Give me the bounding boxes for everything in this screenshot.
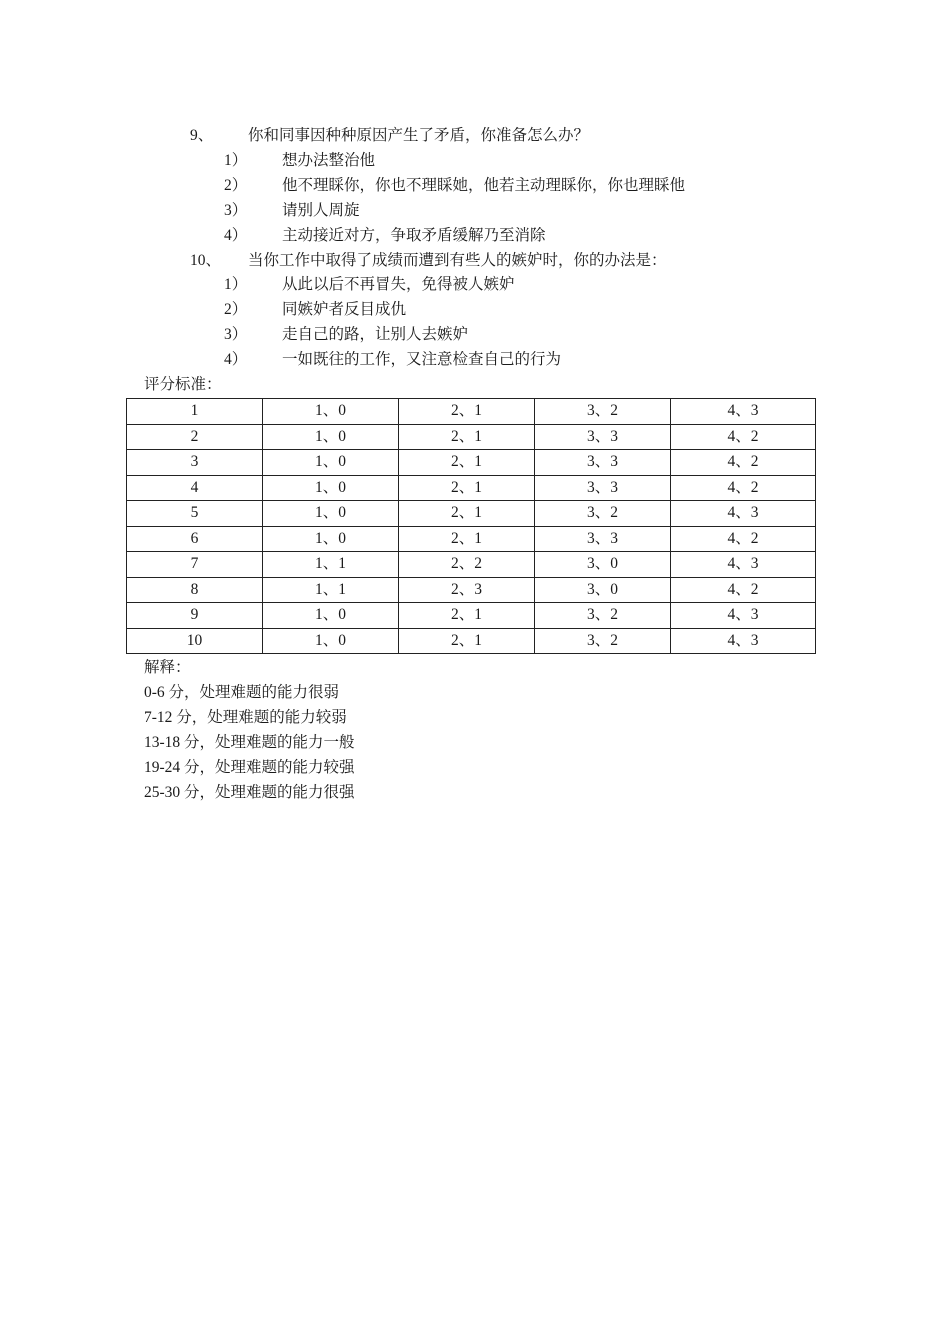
score-cell: 2、1 — [399, 628, 535, 654]
option-item — [0, 300, 950, 320]
score-cell: 2、1 — [399, 399, 535, 425]
option-text: 同嫉妒者反目成仇 — [282, 301, 407, 318]
score-cell: 1、0 — [263, 399, 399, 425]
score-cell: 3、0 — [535, 552, 671, 578]
score-cell: 4、2 — [671, 577, 816, 603]
question-cell: 1 — [127, 399, 263, 425]
score-cell: 4、3 — [671, 552, 816, 578]
option-text: 走自己的路，让别人去嫉妒 — [282, 326, 469, 343]
explanation-item: 0-6 分，处理难题的能力很弱 — [144, 684, 340, 701]
score-cell: 4、2 — [671, 526, 816, 552]
question-text: 当你工作中取得了成绩而遭到有些人的嫉妒时，你的办法是： — [248, 252, 667, 269]
question-cell: 10 — [127, 628, 263, 654]
option-item — [0, 350, 950, 370]
explanation-item: 13-18 分，处理难题的能力一般 — [144, 734, 355, 751]
score-cell: 3、2 — [535, 628, 671, 654]
score-cell: 3、2 — [535, 603, 671, 629]
score-cell: 1、0 — [263, 424, 399, 450]
question-cell: 4 — [127, 475, 263, 501]
question-cell: 2 — [127, 424, 263, 450]
option-item — [0, 275, 950, 295]
option-label: 1） — [224, 276, 248, 293]
table-row — [127, 424, 816, 450]
score-cell: 1、0 — [263, 501, 399, 527]
option-label: 1） — [224, 152, 248, 169]
score-cell: 1、0 — [263, 475, 399, 501]
score-cell: 3、0 — [535, 577, 671, 603]
option-label: 4） — [224, 227, 248, 244]
table-row — [127, 603, 816, 629]
question-cell: 3 — [127, 450, 263, 476]
option-item — [0, 176, 950, 196]
score-cell: 2、1 — [399, 450, 535, 476]
score-cell: 1、0 — [263, 450, 399, 476]
option-text: 请别人周旋 — [282, 202, 360, 219]
score-cell: 3、3 — [535, 475, 671, 501]
question-number: 9、 — [190, 127, 214, 144]
score-cell: 4、2 — [671, 475, 816, 501]
question-cell: 5 — [127, 501, 263, 527]
score-cell: 4、2 — [671, 450, 816, 476]
table-row — [127, 628, 816, 654]
question-cell: 7 — [127, 552, 263, 578]
question-number: 10、 — [190, 252, 222, 269]
score-cell: 1、0 — [263, 526, 399, 552]
score-cell: 1、0 — [263, 628, 399, 654]
score-cell: 2、1 — [399, 526, 535, 552]
score-cell: 1、1 — [263, 552, 399, 578]
score-cell: 4、2 — [671, 424, 816, 450]
question-cell: 8 — [127, 577, 263, 603]
explanation-item: 25-30 分，处理难题的能力很强 — [144, 784, 355, 801]
score-cell: 4、3 — [671, 628, 816, 654]
table-row — [127, 475, 816, 501]
explanation-item: 19-24 分，处理难题的能力较强 — [144, 759, 355, 776]
option-label: 3） — [224, 202, 248, 219]
explanation-heading: 解释： — [144, 659, 191, 676]
score-cell: 3、3 — [535, 450, 671, 476]
scoring-heading: 评分标准： — [144, 376, 222, 393]
option-label: 2） — [224, 301, 248, 318]
score-cell: 1、1 — [263, 577, 399, 603]
table-row — [127, 399, 816, 425]
option-label: 4） — [224, 351, 248, 368]
score-cell: 3、2 — [535, 501, 671, 527]
table-row — [127, 526, 816, 552]
score-cell: 3、3 — [535, 526, 671, 552]
score-cell: 4、3 — [671, 399, 816, 425]
question-cell: 9 — [127, 603, 263, 629]
score-cell: 3、3 — [535, 424, 671, 450]
explanation-item: 7-12 分，处理难题的能力较弱 — [144, 709, 347, 726]
option-text: 想办法整治他 — [282, 152, 376, 169]
table-row — [127, 450, 816, 476]
option-label: 2） — [224, 177, 248, 194]
option-item — [0, 325, 950, 345]
option-text: 从此以后不再冒失，免得被人嫉妒 — [282, 276, 515, 293]
option-text: 一如既往的工作，又注意检查自己的行为 — [282, 351, 562, 368]
question-10 — [0, 251, 950, 271]
question-cell: 6 — [127, 526, 263, 552]
score-cell: 2、1 — [399, 501, 535, 527]
score-cell: 2、1 — [399, 603, 535, 629]
score-cell: 2、1 — [399, 424, 535, 450]
table-row — [127, 552, 816, 578]
option-item — [0, 201, 950, 221]
table-row — [127, 501, 816, 527]
option-item — [0, 151, 950, 171]
table-row — [127, 577, 816, 603]
scoring-table — [126, 398, 816, 654]
score-cell: 4、3 — [671, 603, 816, 629]
score-cell: 2、2 — [399, 552, 535, 578]
option-text: 主动接近对方，争取矛盾缓解乃至消除 — [282, 227, 546, 244]
score-cell: 2、1 — [399, 475, 535, 501]
score-cell: 4、3 — [671, 501, 816, 527]
score-cell: 2、3 — [399, 577, 535, 603]
question-text: 你和同事因种种原因产生了矛盾，你准备怎么办？ — [248, 127, 590, 144]
option-text: 他不理睬你，你也不理睬她，他若主动理睬你，你也理睬他 — [282, 177, 686, 194]
option-label: 3） — [224, 326, 248, 343]
option-item — [0, 226, 950, 246]
question-9 — [0, 126, 950, 146]
score-cell: 3、2 — [535, 399, 671, 425]
score-cell: 1、0 — [263, 603, 399, 629]
